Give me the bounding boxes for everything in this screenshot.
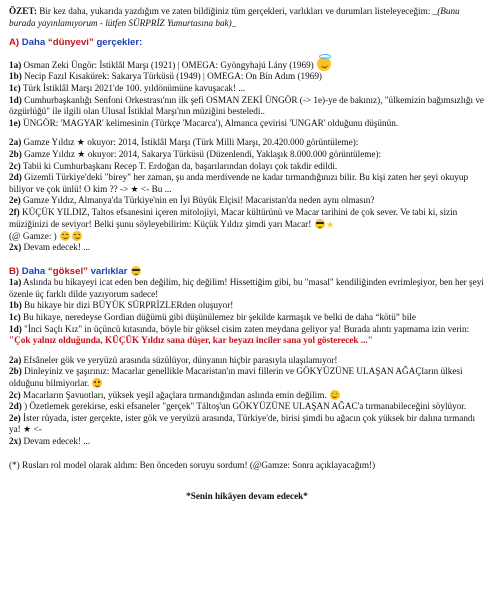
smile-emoji-icon <box>330 390 340 400</box>
line-text: Macarların Şavuotları, yüksek yeşil ağaçlara tırmandığından aslında emin değilim. <box>20 389 327 400</box>
section-b-title-quote: “göksel” <box>47 265 88 277</box>
star-icon: ★ <box>325 219 335 231</box>
smile-emoji-icon <box>92 378 102 388</box>
quote-text: "Çok yalnız olduğunda, KÜÇÜK Yıldız sana düşer, kar beyazı inciler sana yol gösterecek ..." <box>9 335 373 346</box>
line-text: Osman Zeki Üngör: İstiklâl Marşı (1921) | OMEGA: Gyöngyhajú Lány (1969) <box>21 59 314 70</box>
line-text: Bu hikaye bir dizi BÜYÜK SÜRPRİZLERden oluşuyor! <box>21 300 234 311</box>
a-line-2d <box>9 172 485 195</box>
a-line-2e <box>9 195 485 207</box>
section-b-letter: B) <box>9 265 20 277</box>
line-number: 2e) <box>9 195 21 206</box>
line-text: İster rüyada, ister gerçekte, ister gök ve yeryüzü arasında, Türkiye'de, birisi şimdi bu ağacın çok yüksek bir dalına tırmandı ya! ★ <- <box>9 412 476 435</box>
a-line-gamze <box>9 231 485 243</box>
b-line-2e <box>9 413 485 436</box>
section-b-title-post: varlıklar <box>87 265 128 277</box>
line-number: 1a) <box>9 59 22 70</box>
line-text: KÜÇÜK YILDIZ, Taltos efsanesini içeren mitolojiyi, Macar kültürünü ve Macar tarihini de çok sever. Ve tabi ki, sizin müziğinizi de seviyor! Belki şunu söyleyebilirim: Küçük Yıldız şimdi yarı Macar! <box>9 206 458 229</box>
intro-paragraph <box>9 6 485 29</box>
a-line-2x <box>9 242 485 254</box>
line-number: 1c) <box>9 312 21 323</box>
line-text: ÜNGÖR: 'MAGYAR' kelimesinin (Türkçe 'Macarca'), Almanca çevirisi 'UNGAR' olduğunu düşünün. <box>20 117 399 128</box>
line-number: 2d) <box>9 401 22 412</box>
closing-line: *Senin hikâyen devam edecek* <box>186 491 308 502</box>
section-a-title-quote: “dünyevi” <box>47 37 94 49</box>
intro-tail: _ <box>231 17 237 28</box>
section-a-title-pre: Daha <box>19 37 48 49</box>
line-number: 2f) <box>9 206 20 217</box>
b-line-2c <box>9 390 485 402</box>
line-number: 2a) <box>9 354 22 365</box>
intro-label: ÖZET: <box>9 6 37 16</box>
a-line-1d <box>9 95 485 118</box>
line-text: Devam edecek! ... <box>21 436 91 446</box>
line-number: 2c) <box>9 389 21 400</box>
section-b-title-pre: Daha <box>19 265 48 277</box>
line-number: 2x) <box>9 242 22 253</box>
line-number: 1e) <box>9 117 21 128</box>
line-number: 2a) <box>9 137 22 148</box>
a-line-1e <box>9 118 485 130</box>
line-text: Bu hikaye, neredeyse Gordian düğümü gibi düşünülemez bir şekilde karmaşık ve belki de daha “kötü” bile <box>20 312 416 323</box>
sunglasses-emoji-icon <box>131 266 141 276</box>
intro-text: Bir kez daha, yukarıda yazdığım ve zaten bildiğiniz tüm gerçekleri, varlıkları ve durumları listeleyeceğim: _ <box>36 6 438 16</box>
line-text: Aslında bu hikayeyi icat eden ben değilim, hiç değilim! Hissettiğim gibi, bu "masal" kendiliğinden evrimleşiyor, ben her şeyi özenle üç farklı dilde yazıyorum sadece! <box>9 277 484 299</box>
section-a-letter: A) <box>9 37 20 49</box>
document-page <box>9 6 485 503</box>
line-number: 2b) <box>9 148 22 159</box>
a-line-1b <box>9 71 485 83</box>
a-line-2b <box>9 149 485 161</box>
line-number: 1c) <box>9 82 21 93</box>
line-text: Gamze Yıldız ★ okuyor: 2014, İstiklâl Marşı (Türk Milli Marşı, 20.420.000 görüntüleme): <box>21 137 359 148</box>
b-line-2x <box>9 436 485 448</box>
line-text: Gamze Yıldız ★ okuyor: 2014, Sakarya Türküsü (Düzenlendi, Yaklaşık 8.000.000 görüntüleme): <box>21 148 382 159</box>
b-line-1b <box>9 300 485 312</box>
line-number: 2c) <box>9 160 21 171</box>
line-number: 2x) <box>9 436 22 446</box>
a-line-1c <box>9 83 485 95</box>
angel-emoji-icon <box>317 57 331 71</box>
b-line-2b <box>9 366 485 389</box>
line-number: 2b) <box>9 366 22 377</box>
smile-emoji-icon <box>60 231 70 241</box>
line-text: Türk İstiklâl Marşı 2021'de 100. yıldönümüne kavuşacak! ... <box>20 82 246 93</box>
line-number: 1b) <box>9 71 22 82</box>
line-text: (@ Gamze: ) <box>9 230 57 241</box>
smile-emoji-icon <box>72 231 82 241</box>
line-number: 2d) <box>9 172 22 183</box>
line-number: 1d) <box>9 94 22 105</box>
line-number: 2e) <box>9 412 21 423</box>
footnote: (*) Rusları rol model olarak aldım: Ben önceden soruyu sordum! (@Gamze: Sonra açıklayacağım!) <box>9 459 376 470</box>
a-line-2a <box>9 137 485 149</box>
section-a-heading <box>9 37 485 49</box>
b-line-2a <box>9 355 485 367</box>
a-line-2f <box>9 207 485 231</box>
line-text: Devam edecek! ... <box>21 242 91 253</box>
line-text: Dinleyiniz ve şaşırınız: Macarlar genellikle Macaristan'ın mavi fillerin ve GÖKYÜZÜNE ULAŞAN AĞAÇların ülkesi olduğunu bilmiyorlar. <box>9 366 463 389</box>
a-line-2c <box>9 161 485 173</box>
line-text: Cumhurbaşkanlığı Senfoni Orkestrası'nın ilk şefi OSMAN ZEKİ ÜNGÖR (-> 1e)-ye de bakınız), "ülkemizin bağımsızlığı ve özgürlüğü" ile ilgili olan Ulusal İstiklal Marşı'nın müziğini besteledi.. <box>9 94 484 117</box>
a-line-1a <box>9 57 485 72</box>
line-number: 1a) <box>9 277 22 288</box>
b-line-1a <box>9 277 485 300</box>
section-a-title-post: gerçekler: <box>93 37 143 49</box>
line-number: 1b) <box>9 300 22 311</box>
line-text: Necip Fazıl Kısakürek: Sakarya Türküsü (1949) | OMEGA: On Bin Adım (1969) <box>21 71 322 82</box>
b-line-1d <box>9 324 485 347</box>
line-text: Tabii ki Cumhurbaşkanı Recep T. Erdoğan da, başarılarından dolayı çok takdir edildi. <box>20 160 338 171</box>
line-text: Gizemli Türkiye'deki "birey" her zaman, şu anda merdivende ne kadar tırmandığınızı bilir. Bu kişi zaten her şeyi okuyup biliyor ve çok ünlü! O kim ?? -> ★ <- Bu ... <box>9 172 469 194</box>
line-text: Efsâneler gök ve yeryüzü arasında süzülüyor, dünyanın hiçbir parasıyla ulaşılamıyor! <box>21 354 338 365</box>
line-number: 1d) <box>9 323 22 334</box>
b-line-1c <box>9 312 485 324</box>
sunglasses-emoji-icon <box>315 219 325 229</box>
b-line-2d <box>9 401 485 413</box>
line-text: ) Özetlemek gerekirse, eski efsaneler "gerçek" Táltoş'un GÖKYÜZÜNE ULAŞAN AĞAC'a tırmanabileceğini söylüyor. <box>21 401 467 412</box>
intro-italic: (Bunu burada yayınlamıyorum - lütfen SÜRPRİZ Yumurtasına bak) <box>9 6 460 28</box>
line-text: "İnci Saçlı Kız" in üçüncü kıtasında, böyle bir göksel cisim zaten meydana geliyor ya! Burada alıntı yapmama izin verin: <box>21 323 470 334</box>
line-text: Gamze Yıldız, Almanya'da Türkiye'nin en İyi Büyük Elçisi! Macaristan'da neden aynı olmasın? <box>20 195 375 206</box>
section-b-heading <box>9 266 485 278</box>
